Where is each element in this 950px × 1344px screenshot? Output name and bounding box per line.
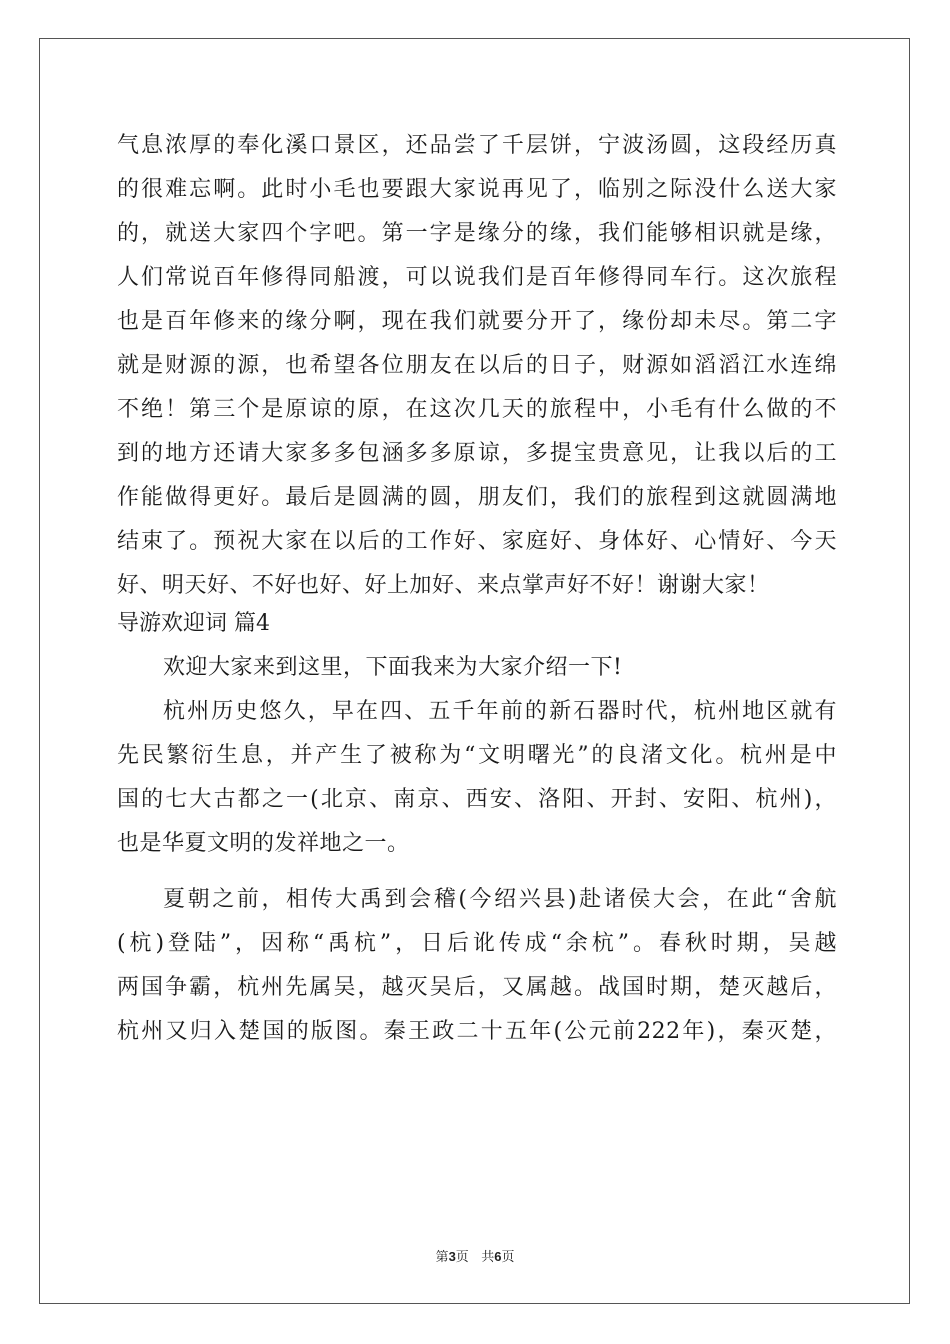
text-line: 杭州又归入楚国的版图。秦王政二十五年(公元前222年)，秦灭楚， [117, 1019, 837, 1044]
footer-mid: 页 共 [455, 1250, 495, 1265]
text-line: (杭)登陆”，因称“禹杭”，日后讹传成“余杭”。春秋时期，吴越 [117, 931, 837, 956]
text-line: 气息浓厚的奉化溪口景区，还品尝了千层饼，宁波汤圆，这段经历真 [117, 133, 837, 158]
text-line: 夏朝之前，相传大禹到会稽(今绍兴县)赴诸侯大会，在此“舍航 [163, 887, 837, 912]
text-line: 好、明天好、不好也好、好上加好、来点掌声好不好！谢谢大家！ [117, 573, 770, 598]
text-line: 作能做得更好。最后是圆满的圆，朋友们，我们的旅程到这就圆满地 [117, 485, 837, 510]
text-line: 欢迎大家来到这里，下面我来为大家介绍一下! [163, 655, 623, 680]
footer-prefix: 第 [435, 1250, 449, 1265]
paragraph [117, 690, 837, 866]
section-heading: 导游欢迎词 篇4 [117, 611, 270, 636]
text-line: 杭州历史悠久，早在四、五千年前的新石器时代，杭州地区就有 [163, 699, 837, 724]
page-footer [0, 1246, 950, 1265]
paragraph [117, 878, 837, 1054]
paragraph-gap [117, 866, 837, 878]
text-line: 也是华夏文明的发祥地之一。 [117, 831, 410, 856]
paragraph [117, 646, 837, 690]
text-line: 的，就送大家四个字吧。第一字是缘分的缘，我们能够相识就是缘， [117, 221, 837, 246]
total-pages-number: 6 [494, 1249, 502, 1264]
text-line: 两国争霸，杭州先属吴，越灭吴后，又属越。战国时期，楚灭越后， [117, 975, 837, 1000]
text-line: 也是百年修来的缘分啊，现在我们就要分开了，缘份却未尽。第二字 [117, 309, 837, 334]
document-body [117, 124, 837, 1054]
text-line: 先民繁衍生息，并产生了被称为“文明曙光”的良渚文化。杭州是中 [117, 743, 837, 768]
current-page-number: 3 [448, 1249, 456, 1264]
footer-suffix: 页 [501, 1250, 515, 1265]
text-line: 不绝！第三个是原谅的原，在这次几天的旅程中，小毛有什么做的不 [117, 397, 837, 422]
text-line: 就是财源的源，也希望各位朋友在以后的日子，财源如滔滔江水连绵 [117, 353, 837, 378]
text-line: 结束了。预祝大家在以后的工作好、家庭好、身体好、心情好、今天 [117, 529, 837, 554]
paragraph [117, 124, 837, 608]
text-line: 的很难忘啊。此时小毛也要跟大家说再见了，临别之际没什么送大家 [117, 177, 837, 202]
text-line: 国的七大古都之一(北京、南京、西安、洛阳、开封、安阳、杭州)， [117, 787, 837, 812]
text-line: 人们常说百年修得同船渡，可以说我们是百年修得同车行。这次旅程 [117, 265, 837, 290]
text-line: 到的地方还请大家多多包涵多多原谅，多提宝贵意见，让我以后的工 [117, 441, 837, 466]
